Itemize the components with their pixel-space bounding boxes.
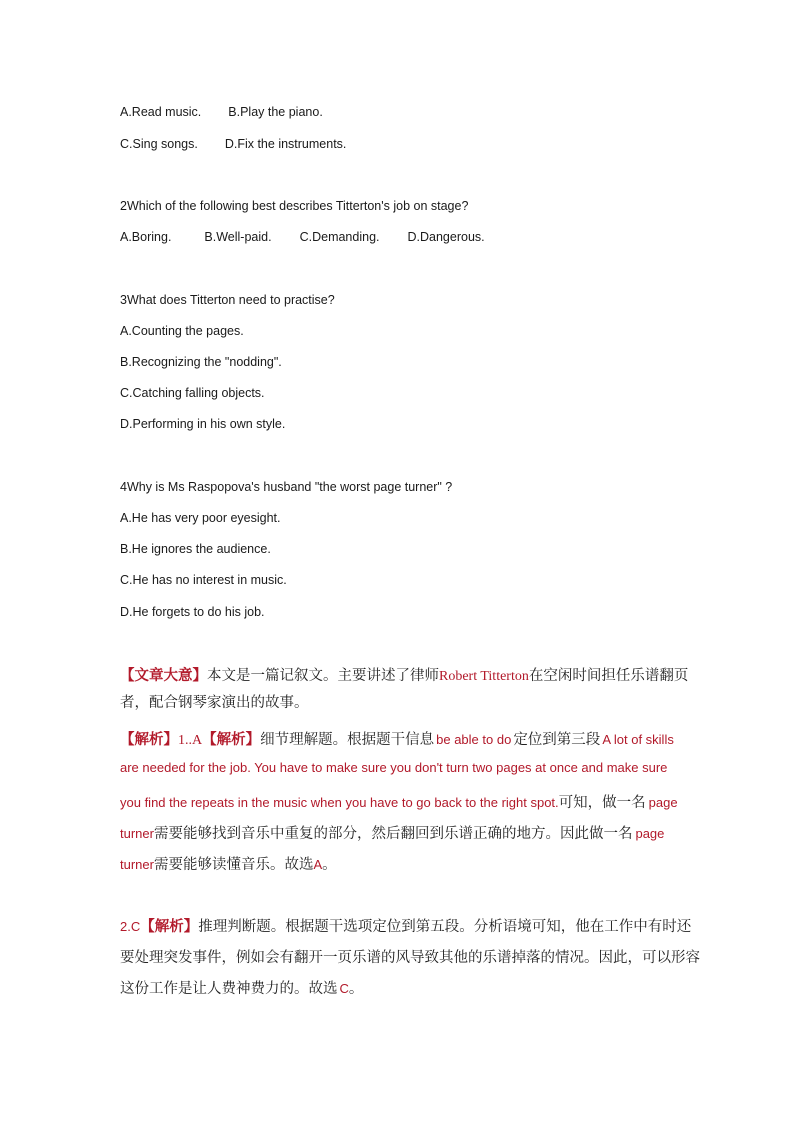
analysis-1-answer: A (313, 857, 323, 872)
analysis-2-line-2: 要处理突发事件，例如会有翻开一页乐谱的风导致其他的乐谱掉落的情况。因此，可以形容 (120, 950, 700, 966)
q1-option-a[interactable]: A.Read music. (120, 105, 202, 119)
q3-option-c[interactable]: C.Catching falling objects. (120, 386, 265, 400)
q2-option-a[interactable]: A.Boring. (120, 230, 172, 244)
analysis-1-end: 。 (322, 857, 337, 873)
analysis-2-answer: C (339, 981, 349, 996)
analysis-1-tag: 【解析】 (120, 732, 178, 748)
q2-option-b[interactable]: B.Well-paid. (204, 230, 272, 244)
analysis-1-word-4: turner (120, 857, 154, 872)
analysis-1-word-2: turner (120, 826, 154, 841)
analysis-1-quote-2a: A lot of skills (602, 732, 674, 747)
summary-line-1 (120, 664, 688, 685)
analysis-2-line-3 (120, 977, 363, 998)
analysis-1-line-5 (120, 853, 337, 874)
analysis-2-line-1 (120, 915, 691, 936)
analysis-1-quote-2b: are needed for the job. You have to make sure you don't turn two pages at once and make sure (120, 760, 668, 775)
summary-text-2: 在空闲时间担任乐谱翻页 (528, 668, 689, 684)
analysis-2-text-3: 这份工作是让人费神费力的。故选 (120, 981, 338, 997)
q3-option-b[interactable]: B.Recognizing the "nodding". (120, 355, 282, 369)
analysis-1-word-1: page (648, 795, 678, 810)
q4-option-d[interactable]: D.He forgets to do his job. (120, 605, 265, 619)
q4-option-a[interactable]: A.He has very poor eyesight. (120, 511, 281, 525)
q1-options-row-2 (120, 136, 346, 152)
analysis-1-num: 1..A (178, 733, 203, 748)
q1-option-b[interactable]: B.Play the piano. (228, 105, 323, 119)
analysis-1-text-3: 可知，做一名 (558, 795, 646, 811)
q4-option-b[interactable]: B.He ignores the audience. (120, 542, 271, 556)
analysis-1-tag-2: 【解析】 (202, 732, 261, 748)
q2-option-d[interactable]: D.Dangerous. (407, 230, 485, 244)
q2-option-c[interactable]: C.Demanding. (299, 230, 380, 244)
analysis-1-text-5: 需要能够读懂音乐。故选 (153, 857, 314, 873)
summary-line-2: 者，配合钢琴家演出的故事。 (120, 695, 309, 711)
q4-option-c[interactable]: C.He has no interest in music. (120, 573, 287, 587)
q4-stem: 4Why is Ms Raspopova's husband "the worst page turner" ? (120, 480, 453, 494)
analysis-1-text-2: 定位到第三段 (513, 732, 601, 748)
analysis-1-text-4: 需要能够找到音乐中重复的部分，然后翻回到乐谱正确的地方。因此做一名 (153, 826, 633, 842)
analysis-1-line-4 (120, 822, 664, 843)
summary-tag: 【文章大意】 (120, 668, 207, 684)
q2-stem: 2Which of the following best describes Titterton's job on stage? (120, 199, 469, 213)
q3-stem: 3What does Titterton need to practise? (120, 293, 335, 307)
analysis-2-num: 2.C (120, 919, 141, 934)
q1-options-row-1 (120, 104, 323, 120)
analysis-1-quote-1: be able to do (436, 732, 512, 747)
analysis-2-tag: 【解析】 (140, 919, 199, 935)
analysis-1-text-1: 细节理解题。根据题干信息 (260, 732, 435, 748)
summary-text-1: 本文是一篇记叙文。主要讲述了律师 (207, 668, 439, 684)
analysis-1-line-3 (120, 791, 678, 812)
q1-option-c[interactable]: C.Sing songs. (120, 137, 198, 151)
q2-options (120, 229, 485, 245)
q1-option-d[interactable]: D.Fix the instruments. (224, 137, 347, 151)
analysis-1-line-1 (120, 728, 674, 749)
analysis-2-text-1: 推理判断题。根据题干选项定位到第五段。分析语境可知，他在工作中有时还 (198, 919, 692, 935)
analysis-1-word-3: page (635, 826, 665, 841)
analysis-1-quote-2c: you find the repeats in the music when you have to go back to the right spot. (120, 795, 559, 810)
q3-option-a[interactable]: A.Counting the pages. (120, 324, 244, 338)
analysis-2-end: 。 (348, 981, 364, 997)
q3-option-d[interactable]: D.Performing in his own style. (120, 417, 286, 431)
summary-name: Robert Titterton (439, 669, 529, 684)
